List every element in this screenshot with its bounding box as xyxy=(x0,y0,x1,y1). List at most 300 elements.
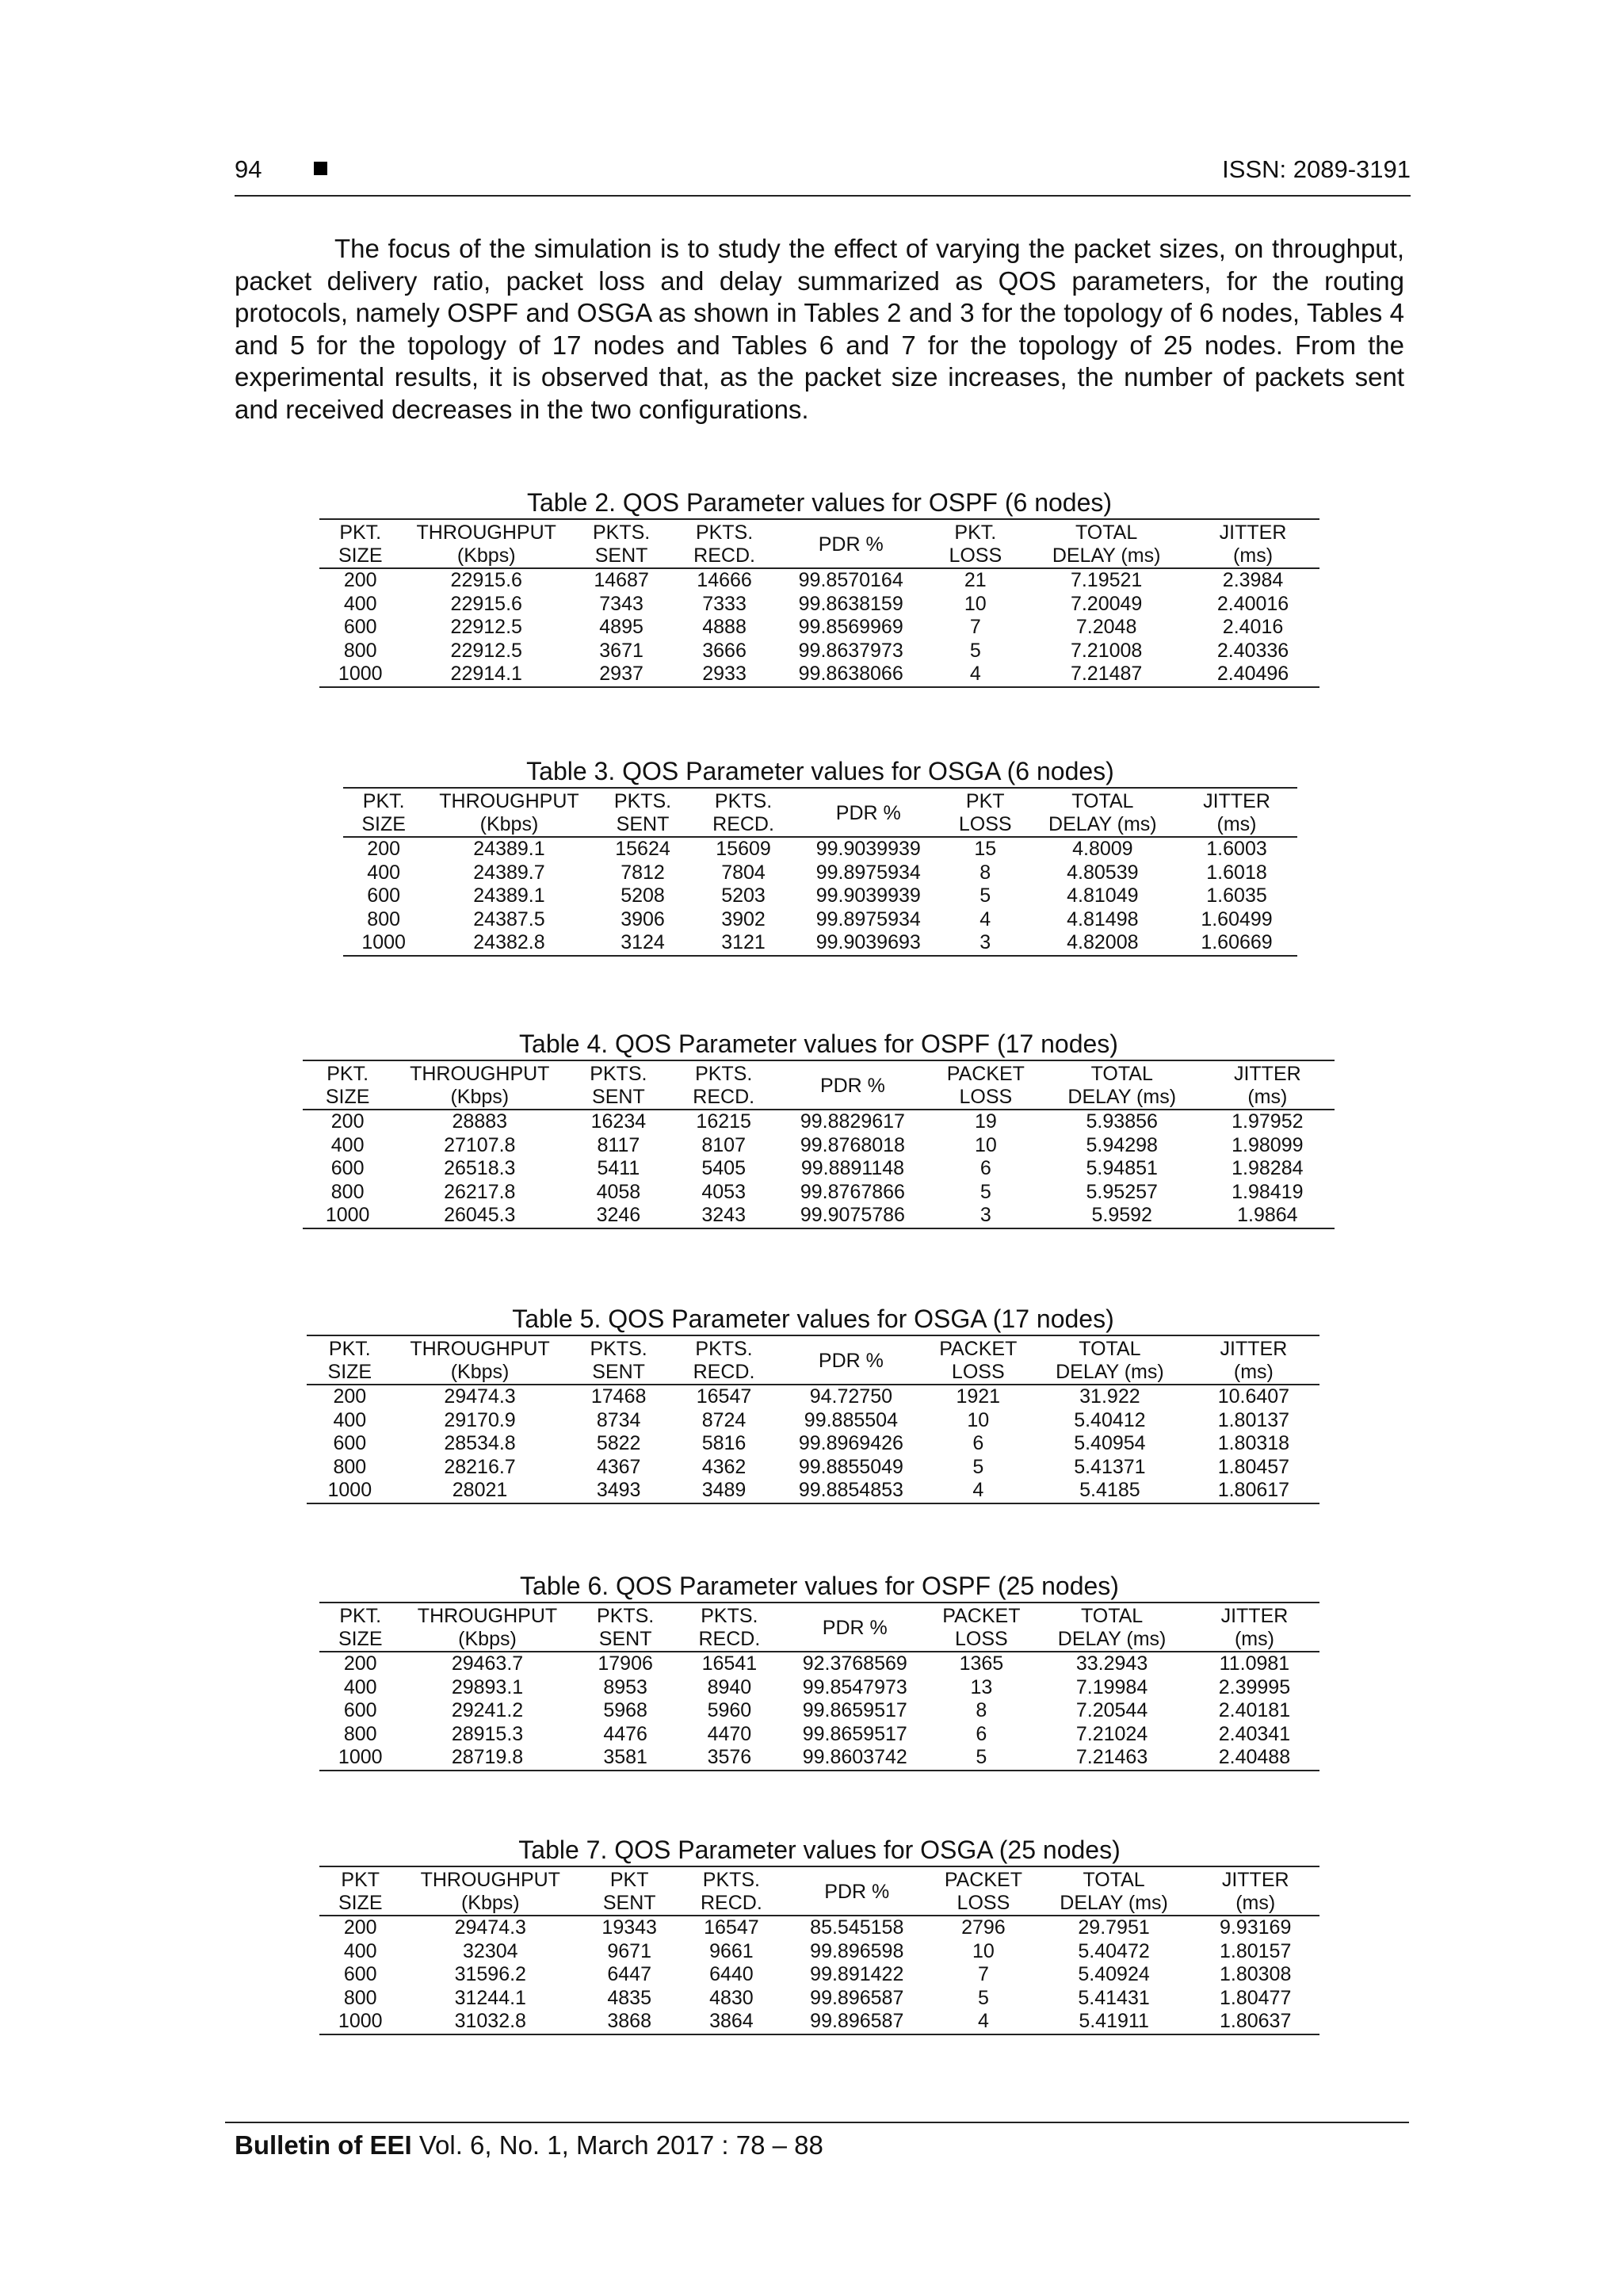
table-caption: Table 2. QOS Parameter values for OSPF (6 nodes) xyxy=(526,488,1113,517)
table-row xyxy=(303,1110,1335,1134)
table-cell: 26217.8 xyxy=(444,1180,516,1203)
header-line: TOTAL xyxy=(1083,1869,1145,1891)
header-line: SIZE xyxy=(338,1892,383,1914)
table-cell: 5 xyxy=(972,1455,984,1478)
header-line: PACKET xyxy=(944,1869,1022,1891)
table-cell: 800 xyxy=(343,1986,377,2009)
table-cell: 5.9592 xyxy=(1091,1204,1152,1226)
table-cell: 1.98284 xyxy=(1232,1157,1304,1179)
table-cell: 3576 xyxy=(707,1746,752,1768)
table-cell: 99.8570164 xyxy=(798,569,903,591)
issue-details: Vol. 6, No. 1, March 2017 : 78 – 88 xyxy=(418,2130,823,2160)
journal-name: Bulletin of EEI xyxy=(235,2130,412,2160)
header-line: PKT. xyxy=(362,790,405,812)
header-line: (ms) xyxy=(1234,1628,1274,1650)
table-cell: 6 xyxy=(976,1722,987,1745)
table-cell: 3868 xyxy=(607,2010,651,2032)
table-cell: 99.8569969 xyxy=(798,616,903,638)
table-body xyxy=(319,568,1319,687)
table-cell: 3 xyxy=(980,931,991,953)
table-cell: 27107.8 xyxy=(444,1133,516,1156)
table-cell: 16215 xyxy=(696,1110,751,1133)
table-cell: 99.8855049 xyxy=(798,1455,903,1478)
table-row xyxy=(343,908,1297,932)
table-cell: 99.8637973 xyxy=(798,639,903,662)
header-line: DELAY (ms) xyxy=(1056,1361,1164,1383)
table-caption: Table 5. QOS Parameter values for OSGA (17 nodes) xyxy=(512,1305,1114,1333)
header-line: LOSS xyxy=(955,1628,1008,1650)
table-cell: 4.81049 xyxy=(1067,884,1139,907)
table-cell: 7.19521 xyxy=(1070,569,1143,591)
column-header xyxy=(567,1335,670,1385)
table-cell: 5203 xyxy=(721,884,766,907)
table-cell: 200 xyxy=(367,838,401,860)
table-cell: 8953 xyxy=(603,1675,647,1698)
header-line: DELAY (ms) xyxy=(1060,1892,1168,1914)
table-cell: 7.20544 xyxy=(1075,1699,1148,1721)
table-cell: 6 xyxy=(980,1157,991,1179)
table-cell: 99.9075786 xyxy=(800,1204,905,1226)
table-cell: 26045.3 xyxy=(444,1204,516,1226)
column-header xyxy=(307,1335,393,1385)
column-header xyxy=(1032,1335,1188,1385)
table-cell: 11.0981 xyxy=(1219,1652,1290,1675)
table-cell: 17468 xyxy=(590,1385,647,1408)
column-header xyxy=(941,788,1029,837)
header-line: THROUGHPUT xyxy=(439,790,579,812)
table-cell: 1000 xyxy=(338,1746,383,1768)
table-row xyxy=(303,1134,1335,1158)
column-header xyxy=(1191,1866,1319,1916)
table-cell: 29241.2 xyxy=(451,1699,524,1721)
header-line: TOTAL xyxy=(1090,1063,1153,1085)
table-cell: 1.80157 xyxy=(1220,1939,1292,1962)
data-table xyxy=(319,1602,1319,1771)
table-row xyxy=(307,1409,1319,1433)
table-cell: 5.41371 xyxy=(1074,1455,1146,1478)
table-cell: 2.40016 xyxy=(1216,592,1289,615)
table-row xyxy=(319,1963,1319,1987)
table-row xyxy=(319,616,1319,640)
table-cell: 3243 xyxy=(701,1204,746,1226)
header-line: SIZE xyxy=(327,1361,372,1383)
table-cell: 22915.6 xyxy=(450,592,522,615)
header-line: SENT xyxy=(598,1628,652,1650)
table-row xyxy=(343,884,1297,908)
table-cell: 2.40488 xyxy=(1218,1746,1291,1768)
table-cell: 1.6018 xyxy=(1206,861,1267,884)
header-line: JITTER xyxy=(1220,1605,1289,1627)
table-cell: 22915.6 xyxy=(450,569,522,591)
table-cell: 6447 xyxy=(607,1963,651,1985)
table-cell: 10 xyxy=(974,1133,997,1156)
table-row xyxy=(343,837,1297,861)
table-cell: 400 xyxy=(343,592,377,615)
column-header xyxy=(1188,1335,1319,1385)
table-row xyxy=(343,861,1297,885)
header-line: SIZE xyxy=(361,813,406,835)
header-line: THROUGHPUT xyxy=(410,1063,550,1085)
table-cell: 1.60499 xyxy=(1201,907,1273,930)
table-row xyxy=(319,1916,1319,1940)
table-cell: 22912.5 xyxy=(450,616,522,638)
data-table xyxy=(319,518,1319,688)
table-cell: 4.81498 xyxy=(1067,907,1139,930)
table-cell: 4 xyxy=(980,907,991,930)
table-cell: 7.21024 xyxy=(1075,1722,1148,1745)
table-cell: 4 xyxy=(972,1479,984,1501)
header-line: LOSS xyxy=(957,1892,1010,1914)
table-cell: 15624 xyxy=(615,838,670,860)
header-line: (Kbps) xyxy=(458,1628,517,1650)
table-cell: 600 xyxy=(343,616,377,638)
data-table xyxy=(319,1866,1319,2035)
table-row xyxy=(319,593,1319,617)
column-header xyxy=(1034,1603,1190,1652)
table-row xyxy=(319,640,1319,663)
header-line: PKTS. xyxy=(695,521,754,544)
table-cell: 800 xyxy=(343,1722,377,1745)
data-table xyxy=(343,787,1297,957)
table-cell: 1.80617 xyxy=(1217,1479,1290,1501)
header-line: RECD. xyxy=(693,544,755,567)
header-line: JITTER xyxy=(1203,790,1270,812)
table-row xyxy=(319,1987,1319,2011)
table-cell: 2796 xyxy=(961,1916,1006,1939)
header-line: LOSS xyxy=(949,544,1002,567)
header-row xyxy=(319,1603,1319,1652)
table-cell: 4830 xyxy=(709,1986,754,2009)
table-cell: 5.40472 xyxy=(1078,1939,1150,1962)
table-caption: Table 6. QOS Parameter values for OSPF (25 nodes) xyxy=(520,1572,1119,1600)
table-cell: 1.6003 xyxy=(1206,838,1267,860)
table-cell: 4367 xyxy=(596,1455,641,1478)
table-cell: 29893.1 xyxy=(451,1675,524,1698)
header-line: PKTS. xyxy=(613,790,672,812)
header-line: SENT xyxy=(592,1086,645,1108)
table-cell: 99.9039693 xyxy=(815,931,921,953)
header-line: JITTER xyxy=(1233,1063,1301,1085)
header-line: PKT. xyxy=(328,1338,371,1360)
header-line: PKTS. xyxy=(590,1338,647,1360)
header-line: TOTAL xyxy=(1071,790,1134,812)
table-caption: Table 7. QOS Parameter values for OSGA (25 nodes) xyxy=(518,1836,1121,1864)
running-header xyxy=(235,155,1411,197)
table-cell: 99.8829617 xyxy=(800,1110,905,1133)
column-header xyxy=(401,519,571,568)
header-line: DELAY (ms) xyxy=(1048,813,1157,835)
table-row xyxy=(319,1652,1319,1676)
column-header xyxy=(574,1603,678,1652)
column-header xyxy=(784,1866,931,1916)
table-cell: 2.40341 xyxy=(1218,1722,1291,1745)
header-line: PDR % xyxy=(824,1880,890,1903)
table-3 xyxy=(343,757,1297,957)
table-cell: 99.896587 xyxy=(810,2010,904,2032)
table-cell: 5 xyxy=(980,1180,991,1203)
table-cell: 3489 xyxy=(701,1479,747,1501)
table-cell: 1.80318 xyxy=(1217,1432,1290,1454)
table-cell: 1.60669 xyxy=(1201,931,1273,953)
table-cell: 5 xyxy=(977,1986,989,2009)
header-line: PKTS. xyxy=(702,1869,761,1891)
table-row xyxy=(343,931,1297,956)
table-cell: 28719.8 xyxy=(451,1746,524,1768)
table-cell: 15 xyxy=(974,838,997,860)
header-line: SENT xyxy=(602,1892,656,1914)
header-line: DELAY (ms) xyxy=(1067,1086,1177,1108)
table-row xyxy=(307,1432,1319,1456)
table-cell: 16547 xyxy=(704,1916,759,1939)
table-cell: 19 xyxy=(974,1110,997,1133)
header-line: PDR % xyxy=(818,1349,884,1372)
table-cell: 4 xyxy=(977,2010,989,2032)
table-cell: 10 xyxy=(972,1939,995,1962)
column-header xyxy=(777,1335,924,1385)
header-line: PKTS. xyxy=(714,790,773,812)
header-line: PDR % xyxy=(819,1074,885,1097)
table-cell: 1.80457 xyxy=(1217,1455,1290,1478)
table-body xyxy=(303,1110,1335,1228)
table-5 xyxy=(307,1305,1319,1504)
table-row xyxy=(319,1676,1319,1700)
table-cell: 99.8767866 xyxy=(800,1180,905,1203)
header-line: SENT xyxy=(616,813,670,835)
table-cell: 22912.5 xyxy=(450,639,522,662)
table-cell: 5 xyxy=(980,884,991,907)
table-cell: 24382.8 xyxy=(473,931,545,953)
table-cell: 9671 xyxy=(607,1939,651,1962)
data-table xyxy=(303,1060,1335,1229)
header-line: DELAY (ms) xyxy=(1057,1628,1167,1650)
header-line: TOTAL xyxy=(1080,1605,1144,1627)
header-line: SIZE xyxy=(338,544,383,567)
table-cell: 2.3984 xyxy=(1222,569,1284,591)
table-cell: 4888 xyxy=(702,616,747,638)
table-cell: 7333 xyxy=(702,592,747,615)
table-cell: 7812 xyxy=(621,861,665,884)
column-header xyxy=(393,1335,567,1385)
table-cell: 8107 xyxy=(701,1133,746,1156)
table-2 xyxy=(319,488,1319,688)
table-cell: 4362 xyxy=(701,1455,747,1478)
table-cell: 5.94851 xyxy=(1086,1157,1158,1179)
header-line: JITTER xyxy=(1219,521,1287,544)
header-line: (Kbps) xyxy=(450,1361,510,1383)
body-paragraph: The focus of the simulation is to study the effect of varying the packet sizes, on throughput, packet delivery ratio, packet loss and delay summarized as QOS parameters, for the routing protocols, namely OSPF and OSGA as shown in Tables 2 and 3 for the topology of 6 nodes, Tables 4 and 5 for the topology of 17 nodes and Tables 6 and 7 for the topology of 25 nodes. From the experimental results, it is observed that, as the packet size increases, the number of packets sent and received decreases in the two configurations. xyxy=(235,234,1404,424)
table-cell: 6 xyxy=(972,1432,984,1454)
table-cell: 99.8547973 xyxy=(802,1675,907,1698)
column-header xyxy=(594,788,692,837)
table-cell: 28915.3 xyxy=(451,1722,524,1745)
table-row xyxy=(307,1479,1319,1503)
table-cell: 5822 xyxy=(596,1432,641,1454)
running-footer xyxy=(235,2130,823,2160)
header-line: PKT. xyxy=(339,521,382,544)
table-cell: 29463.7 xyxy=(451,1652,524,1675)
table-cell: 5.95257 xyxy=(1086,1180,1158,1203)
column-header xyxy=(1037,1866,1192,1916)
column-header xyxy=(319,1866,401,1916)
table-cell: 14687 xyxy=(594,569,649,591)
table-cell: 99.896587 xyxy=(810,1986,904,2009)
table-cell: 99.8638066 xyxy=(798,663,903,685)
table-cell: 10 xyxy=(967,1408,990,1431)
table-cell: 7.19984 xyxy=(1075,1675,1148,1698)
table-cell: 1.98419 xyxy=(1232,1180,1304,1203)
column-header xyxy=(1026,519,1186,568)
table-cell: 800 xyxy=(367,907,401,930)
header-line: PDR % xyxy=(822,1616,888,1639)
header-rule xyxy=(235,195,1411,197)
table-cell: 7.21008 xyxy=(1070,639,1143,662)
table-cell: 26518.3 xyxy=(444,1157,516,1179)
table-cell: 7.20049 xyxy=(1070,592,1143,615)
header-row xyxy=(319,519,1319,568)
table-cell: 6440 xyxy=(709,1963,754,1985)
table-cell: 5411 xyxy=(597,1157,640,1179)
column-header xyxy=(303,1060,392,1110)
table-cell: 5.4185 xyxy=(1079,1479,1140,1501)
table-cell: 3 xyxy=(980,1204,991,1226)
table-cell: 3581 xyxy=(603,1746,647,1768)
column-header xyxy=(670,1060,777,1110)
table-cell: 1.80308 xyxy=(1220,1963,1292,1985)
column-header xyxy=(1190,1603,1319,1652)
table-cell: 31.922 xyxy=(1079,1385,1140,1408)
table-cell: 4053 xyxy=(701,1180,746,1203)
header-line: (ms) xyxy=(1235,1892,1276,1914)
table-body xyxy=(307,1385,1319,1503)
table-cell: 1000 xyxy=(338,663,383,685)
table-cell: 10 xyxy=(964,592,987,615)
header-line: PKTS. xyxy=(597,1605,655,1627)
table-cell: 2933 xyxy=(702,663,747,685)
table-cell: 7 xyxy=(969,616,981,638)
table-cell: 400 xyxy=(330,1133,365,1156)
header-line: JITTER xyxy=(1220,1338,1288,1360)
table-cell: 99.8603742 xyxy=(802,1746,907,1768)
header-line: LOSS xyxy=(959,1086,1013,1108)
table-cell: 2.40496 xyxy=(1216,663,1289,685)
table-cell: 33.2943 xyxy=(1075,1652,1148,1675)
header-line: PKTS. xyxy=(701,1605,758,1627)
header-line: JITTER xyxy=(1221,1869,1289,1891)
table-cell: 19343 xyxy=(601,1916,657,1939)
header-line: PKT xyxy=(965,790,1005,812)
table-cell: 99.891422 xyxy=(810,1963,904,1985)
table-cell: 1.80637 xyxy=(1220,2010,1292,2032)
column-header xyxy=(401,1603,573,1652)
table-cell: 8940 xyxy=(707,1675,752,1698)
table-cell: 1000 xyxy=(338,2010,383,2032)
column-header xyxy=(691,788,795,837)
table-cell: 1.9864 xyxy=(1237,1204,1298,1226)
table-cell: 5.93856 xyxy=(1086,1110,1158,1133)
header-line: PACKET xyxy=(939,1338,1018,1360)
column-header xyxy=(781,1603,929,1652)
table-cell: 4.8009 xyxy=(1072,838,1133,860)
header-line: PACKET xyxy=(946,1063,1025,1085)
table-cell: 14666 xyxy=(697,569,752,591)
table-cell: 3493 xyxy=(596,1479,641,1501)
table-cell: 600 xyxy=(367,884,401,907)
table-cell: 600 xyxy=(330,1157,365,1179)
footer-rule xyxy=(225,2122,1409,2123)
table-cell: 4 xyxy=(969,663,981,685)
column-header xyxy=(567,1060,670,1110)
table-cell: 24389.7 xyxy=(473,861,545,884)
header-line: THROUGHPUT xyxy=(416,521,556,544)
header-line: TOTAL xyxy=(1079,1338,1141,1360)
header-line: (Kbps) xyxy=(450,1086,510,1108)
header-line: (ms) xyxy=(1233,544,1274,567)
table-7 xyxy=(319,1836,1319,2035)
column-header xyxy=(319,519,401,568)
table-cell: 99.8659517 xyxy=(802,1722,907,1745)
column-header xyxy=(777,519,925,568)
table-cell: 5.40412 xyxy=(1074,1408,1146,1431)
table-cell: 2.4016 xyxy=(1222,616,1284,638)
table-cell: 10.6407 xyxy=(1217,1385,1290,1408)
header-line: THROUGHPUT xyxy=(410,1338,550,1360)
table-cell: 1.98099 xyxy=(1232,1133,1304,1156)
table-cell: 1.97952 xyxy=(1232,1110,1304,1133)
table-cell: 5.94298 xyxy=(1086,1133,1158,1156)
table-cell: 200 xyxy=(330,1110,365,1133)
table-cell: 94.72750 xyxy=(809,1385,893,1408)
header-line: THROUGHPUT xyxy=(417,1605,558,1627)
table-cell: 600 xyxy=(343,1699,377,1721)
table-cell: 2937 xyxy=(599,663,643,685)
table-cell: 99.8659517 xyxy=(802,1699,907,1721)
column-header xyxy=(679,1866,783,1916)
table-cell: 600 xyxy=(343,1963,377,1985)
table-cell: 99.8975934 xyxy=(815,861,921,884)
table-cell: 4476 xyxy=(603,1722,647,1745)
table-cell: 3121 xyxy=(721,931,766,953)
table-cell: 13 xyxy=(970,1675,993,1698)
header-line: RECD. xyxy=(693,1361,755,1383)
table-cell: 31032.8 xyxy=(454,2010,526,2032)
square-bullet-icon xyxy=(314,162,327,175)
table-cell: 31596.2 xyxy=(454,1963,526,1985)
table-cell: 85.545158 xyxy=(810,1916,904,1939)
column-header xyxy=(1186,519,1319,568)
table-4 xyxy=(303,1030,1335,1229)
column-header xyxy=(1044,1060,1201,1110)
table-cell: 99.8975934 xyxy=(815,907,921,930)
table-cell: 15609 xyxy=(716,838,771,860)
table-cell: 16234 xyxy=(590,1110,647,1133)
header-line: (Kbps) xyxy=(460,1892,520,1914)
table-cell: 3902 xyxy=(721,907,766,930)
table-cell: 28534.8 xyxy=(444,1432,516,1454)
table-cell: 28216.7 xyxy=(444,1455,516,1478)
table-cell: 92.3768569 xyxy=(802,1652,907,1675)
header-line: (ms) xyxy=(1233,1361,1274,1383)
table-cell: 200 xyxy=(343,1916,377,1939)
table-caption: Table 4. QOS Parameter values for OSPF (17 nodes) xyxy=(519,1030,1118,1058)
table-cell: 200 xyxy=(333,1385,367,1408)
header-line: PKT xyxy=(341,1869,380,1891)
table-cell: 16547 xyxy=(696,1385,752,1408)
header-line: SENT xyxy=(592,1361,645,1383)
table-body xyxy=(319,1652,1319,1771)
table-cell: 5 xyxy=(976,1746,987,1768)
table-row xyxy=(307,1456,1319,1480)
header-line: LOSS xyxy=(951,1361,1005,1383)
